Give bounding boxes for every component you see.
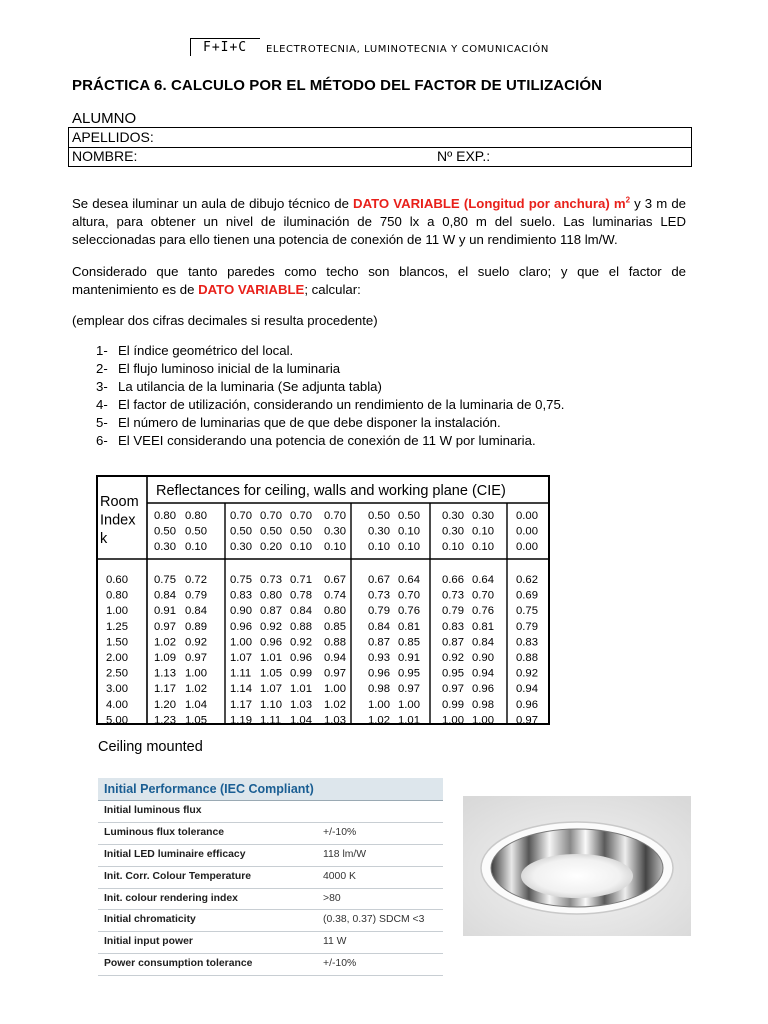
utilance-value: 0.99 — [442, 698, 464, 711]
question-item — [96, 432, 564, 450]
statement-paragraph-2 — [72, 263, 686, 299]
utilance-value: 0.96 — [230, 620, 252, 633]
utilance-value: 0.97 — [185, 652, 207, 664]
utilance-value: 0.99 — [290, 667, 312, 680]
text-span: ; calcular: — [304, 282, 361, 298]
student-section-label: ALUMNO — [72, 110, 137, 127]
utilance-value: 1.02 — [154, 636, 176, 649]
performance-value: >80 — [323, 892, 341, 904]
utilance-value: 0.87 — [368, 636, 390, 649]
utilance-value: 1.02 — [324, 698, 346, 711]
diffuser-lens — [521, 854, 633, 898]
cie-utilance-table — [94, 472, 558, 756]
utilance-value: 0.94 — [324, 652, 346, 664]
reflectance-value: 0.10 — [290, 541, 312, 553]
utilance-value: 1.01 — [398, 714, 420, 727]
utilance-value: 0.81 — [472, 620, 494, 633]
reflectance-value: 0.50 — [290, 525, 312, 538]
reflectance-value: 0.50 — [185, 525, 207, 538]
utilance-value: 0.84 — [185, 605, 207, 618]
question-text: El número de luminarias que de que debe disponer la instalación. — [118, 415, 501, 430]
question-number: 4- — [96, 397, 108, 412]
utilance-value: 0.80 — [324, 605, 346, 618]
utilance-value: 0.73 — [368, 589, 390, 602]
performance-row — [98, 867, 443, 889]
performance-row — [98, 801, 443, 823]
utilance-value: 0.92 — [516, 667, 538, 680]
utilance-value: 1.04 — [290, 714, 312, 727]
reflectance-value: 0.70 — [260, 510, 282, 522]
performance-label: Initial LED luminaire efficacy — [104, 848, 246, 860]
utilance-value: 1.13 — [154, 667, 176, 680]
question-number: 2- — [96, 361, 108, 376]
utilance-value: 0.95 — [442, 667, 464, 680]
utilance-value: 0.73 — [260, 574, 282, 586]
utilance-value: 0.87 — [442, 636, 464, 649]
utilance-value: 1.00 — [472, 714, 494, 727]
utilance-value: 1.01 — [260, 652, 282, 664]
led-downlight-image — [463, 796, 691, 936]
utilance-value: 0.85 — [324, 620, 346, 633]
utilance-value: 0.67 — [368, 574, 390, 586]
utilance-value: 0.92 — [185, 636, 207, 649]
text-span: Considerado que tanto paredes como techo son blancos, el suelo claro; y que el factor de mantenimiento es de — [72, 264, 686, 298]
utilance-value: 0.91 — [398, 652, 420, 664]
text-span: Se desea iluminar un aula de dibujo técnico de — [72, 196, 354, 211]
reflectance-value: 0.10 — [398, 541, 420, 553]
text-span: DATO VARIABLE (Longitud por anchura) m — [353, 196, 626, 211]
room-index-header: k — [100, 531, 108, 547]
utilance-value: 0.79 — [368, 605, 390, 618]
room-index-header: Index — [100, 512, 136, 529]
utilance-value: 0.85 — [398, 636, 420, 649]
utilance-value: 1.20 — [154, 698, 176, 711]
reflectance-value: 0.80 — [185, 510, 207, 522]
question-item — [96, 396, 564, 414]
reflectance-value: 0.70 — [324, 510, 346, 522]
utilance-value: 0.92 — [260, 620, 282, 633]
question-item — [96, 360, 564, 378]
student-info-table — [68, 127, 692, 167]
utilance-value: 1.07 — [230, 652, 252, 664]
room-index-value: 2.50 — [106, 667, 128, 680]
reflectance-value: 0.30 — [368, 525, 390, 538]
utilance-value: 1.05 — [185, 714, 207, 727]
performance-row — [98, 845, 443, 867]
utilance-value: 0.79 — [442, 605, 464, 618]
reflectance-value: 0.00 — [516, 525, 538, 538]
utilance-value: 0.84 — [368, 620, 390, 633]
utilance-value: 0.87 — [260, 605, 282, 618]
performance-label: Init. colour rendering index — [104, 892, 238, 904]
statement-paragraph-3: (emplear dos cifras decimales si resulta procedente) — [72, 313, 378, 328]
performance-value: +/-10% — [323, 826, 357, 838]
utilance-value: 0.88 — [324, 636, 346, 649]
performance-value: 4000 K — [323, 870, 356, 882]
question-number: 3- — [96, 379, 108, 394]
reflectance-value: 0.10 — [185, 541, 207, 553]
utilance-value: 1.04 — [185, 698, 207, 711]
utilance-value: 0.88 — [516, 652, 538, 664]
utilance-value: 0.80 — [260, 589, 282, 602]
performance-label: Initial chromaticity — [104, 914, 196, 926]
utilance-value: 0.92 — [442, 652, 464, 664]
question-text: El VEEI considerando una potencia de conexión de 11 W por luminaria. — [118, 433, 536, 448]
utilance-value: 1.03 — [290, 698, 312, 711]
utilance-value: 0.96 — [260, 636, 282, 649]
superscript: 2 — [625, 195, 631, 205]
utilance-value: 0.81 — [398, 620, 420, 633]
name-row — [69, 147, 691, 166]
utilance-value: 1.02 — [185, 683, 207, 696]
utilance-value: 0.67 — [324, 574, 346, 586]
utilance-value: 1.11 — [230, 667, 252, 680]
utilance-value: 0.70 — [472, 589, 494, 602]
utilance-value: 1.03 — [324, 714, 346, 727]
reflectance-value: 0.10 — [324, 541, 346, 553]
utilance-value: 0.94 — [516, 683, 538, 696]
utilance-value: 1.00 — [368, 698, 390, 711]
utilance-value: 0.96 — [290, 652, 312, 664]
question-text: El factor de utilización, considerando un rendimiento de la luminaria de 0,75. — [118, 397, 565, 412]
reflectance-value: 0.50 — [398, 510, 420, 522]
reflectance-value: 0.30 — [442, 510, 464, 522]
performance-row — [98, 932, 443, 954]
utilance-value: 1.17 — [230, 698, 252, 711]
utilance-value: 0.97 — [154, 620, 176, 633]
utilance-value: 1.00 — [398, 698, 420, 711]
reflectance-value: 0.00 — [516, 541, 538, 553]
room-index-value: 1.50 — [106, 636, 128, 649]
reflectance-value: 0.50 — [154, 525, 176, 538]
utilance-value: 1.17 — [154, 683, 176, 696]
question-item — [96, 342, 564, 360]
performance-value: 11 W — [323, 936, 347, 948]
reflectance-value: 0.70 — [290, 510, 312, 522]
utilance-value: 0.64 — [472, 574, 494, 586]
utilance-value: 0.96 — [368, 667, 390, 680]
utilance-value: 0.78 — [290, 589, 312, 602]
performance-table-title: Initial Performance (IEC Compliant) — [98, 778, 443, 801]
utilance-value: 0.84 — [290, 605, 312, 618]
cie-table-title: Reflectances for ceiling, walls and working plane (CIE) — [156, 483, 506, 499]
room-index-header: Room — [100, 494, 139, 510]
table-caption: Ceiling mounted — [98, 739, 203, 755]
initial-performance-table — [98, 778, 443, 976]
utilance-value: 0.76 — [398, 605, 420, 618]
question-text: El índice geométrico del local. — [118, 343, 294, 358]
utilance-value: 1.00 — [442, 714, 464, 727]
utilance-value: 0.88 — [290, 620, 312, 633]
cie-table-graphic — [94, 472, 558, 756]
room-index-value: 5.00 — [106, 714, 128, 727]
performance-label: Initial luminous flux — [104, 805, 202, 816]
performance-label: Power consumption tolerance — [104, 958, 253, 970]
utilance-value: 0.71 — [290, 574, 312, 586]
reflectance-value: 0.10 — [368, 541, 390, 553]
utilance-value: 0.79 — [185, 589, 207, 602]
utilance-value: 0.92 — [290, 636, 312, 649]
question-text: El flujo luminoso inicial de la luminaria — [118, 361, 341, 376]
utilance-value: 0.90 — [230, 605, 252, 618]
utilance-value: 1.02 — [368, 714, 390, 727]
utilance-value: 0.79 — [516, 620, 538, 633]
surnames-label: APELLIDOS: — [72, 129, 154, 145]
utilance-value: 0.74 — [324, 589, 346, 602]
reflectance-value: 0.30 — [154, 541, 176, 553]
text-span: y 3 m de altura, para obtener un nivel de iluminación de 750 lx a 0,80 m del suelo. Las luminarias LED seleccionadas para ello tienen una potencia de conexión de 11 W y un rendimiento 118 lm/W. — [72, 196, 686, 248]
utilance-value: 0.97 — [398, 683, 420, 696]
room-index-value: 1.25 — [106, 620, 128, 633]
downlight-illustration — [463, 796, 691, 936]
utilance-value: 1.10 — [260, 698, 282, 711]
room-index-value: 2.00 — [106, 652, 128, 664]
utilance-value: 1.23 — [154, 714, 176, 727]
questions-list — [96, 342, 564, 450]
question-number: 6- — [96, 433, 108, 448]
utilance-value: 1.00 — [324, 683, 346, 696]
reflectance-value: 0.30 — [442, 525, 464, 538]
utilance-value: 0.90 — [472, 652, 494, 664]
utilance-value: 0.66 — [442, 574, 464, 586]
utilance-value: 0.84 — [472, 636, 494, 649]
performance-row — [98, 910, 443, 932]
utilance-value: 0.97 — [442, 683, 464, 696]
logo: F+I+C — [190, 38, 260, 56]
reflectance-value: 0.80 — [154, 510, 176, 522]
performance-row — [98, 954, 443, 976]
page-title: PRÁCTICA 6. CALCULO POR EL MÉTODO DEL FACTOR DE UTILIZACIÓN — [72, 77, 603, 94]
name-label: NOMBRE: — [72, 148, 138, 164]
reflectance-value: 0.30 — [230, 541, 252, 553]
reflectance-value: 0.10 — [472, 525, 494, 538]
question-number: 1- — [96, 343, 108, 358]
utilance-value: 0.64 — [398, 574, 420, 586]
reflectance-value: 0.10 — [398, 525, 420, 538]
room-index-value: 3.00 — [106, 683, 128, 696]
utilance-value: 0.96 — [472, 683, 494, 696]
statement-paragraph-1 — [72, 195, 686, 250]
variable-data-highlight: DATO VARIABLE — [198, 282, 305, 298]
room-index-value: 0.60 — [106, 574, 128, 586]
utilance-value: 0.69 — [516, 589, 538, 602]
utilance-value: 0.83 — [442, 620, 464, 633]
performance-row — [98, 889, 443, 911]
reflectance-value: 0.20 — [260, 541, 282, 553]
utilance-value: 1.11 — [260, 714, 282, 727]
question-number: 5- — [96, 415, 108, 430]
utilance-value: 0.94 — [472, 667, 494, 680]
utilance-value: 0.76 — [472, 605, 494, 618]
utilance-value: 0.98 — [472, 698, 494, 711]
surnames-row — [69, 128, 691, 148]
utilance-value: 1.05 — [260, 667, 282, 680]
reflectance-value: 0.30 — [324, 525, 346, 538]
utilance-value: 0.83 — [230, 589, 252, 602]
room-index-value: 4.00 — [106, 698, 128, 711]
utilance-value: 0.96 — [516, 698, 538, 711]
utilance-value: 0.97 — [324, 667, 346, 680]
utilance-value: 0.73 — [442, 589, 464, 602]
utilance-value: 1.00 — [230, 636, 252, 649]
utilance-value: 0.91 — [154, 605, 176, 618]
reflectance-value: 0.10 — [472, 541, 494, 553]
performance-value: (0.38, 0.37) SDCM <3 — [323, 914, 425, 926]
utilance-value: 0.75 — [516, 605, 538, 618]
utilance-value: 0.97 — [516, 714, 538, 727]
utilance-value: 0.89 — [185, 620, 207, 633]
performance-value: 118 lm/W — [323, 848, 367, 860]
utilance-value: 0.75 — [154, 574, 176, 586]
utilance-value: 0.95 — [398, 667, 420, 680]
reflectance-value: 0.50 — [368, 510, 390, 522]
reflectance-value: 0.00 — [516, 510, 538, 522]
reflectance-value: 0.10 — [442, 541, 464, 553]
utilance-value: 0.83 — [516, 636, 538, 649]
utilance-value: 0.62 — [516, 574, 538, 586]
question-text: La utilancia de la luminaria (Se adjunta tabla) — [118, 379, 382, 394]
performance-label: Initial input power — [104, 936, 193, 948]
performance-value: +/-10% — [323, 958, 357, 970]
utilance-value: 1.19 — [230, 714, 252, 727]
reflectance-value: 0.30 — [472, 510, 494, 522]
room-index-value: 1.00 — [106, 605, 128, 618]
utilance-value: 1.01 — [290, 683, 312, 696]
utilance-value: 0.75 — [230, 574, 252, 586]
utilance-value: 0.84 — [154, 589, 176, 602]
utilance-value: 0.70 — [398, 589, 420, 602]
performance-label: Luminous flux tolerance — [104, 826, 225, 838]
utilance-value: 0.93 — [368, 652, 390, 664]
performance-label: Init. Corr. Colour Temperature — [104, 870, 252, 882]
performance-row — [98, 823, 443, 845]
utilance-value: 1.09 — [154, 652, 176, 664]
utilance-value: 1.14 — [230, 683, 252, 696]
utilance-value: 1.07 — [260, 683, 282, 696]
utilance-value: 0.98 — [368, 683, 390, 696]
header-subtitle: ELECTROTECNIA, LUMINOTECNIA Y COMUNICACIÓN — [266, 44, 549, 55]
room-index-value: 0.80 — [106, 589, 128, 602]
utilance-value: 1.00 — [185, 667, 207, 680]
exp-number-label: Nº EXP.: — [437, 148, 491, 164]
reflectance-value: 0.70 — [230, 510, 252, 522]
variable-data-highlight — [353, 196, 630, 211]
reflectance-value: 0.50 — [260, 525, 282, 538]
performance-rows — [98, 801, 443, 976]
reflectance-value: 0.50 — [230, 525, 252, 538]
utilance-value: 0.72 — [185, 574, 207, 586]
question-item — [96, 414, 564, 432]
question-item — [96, 378, 564, 396]
